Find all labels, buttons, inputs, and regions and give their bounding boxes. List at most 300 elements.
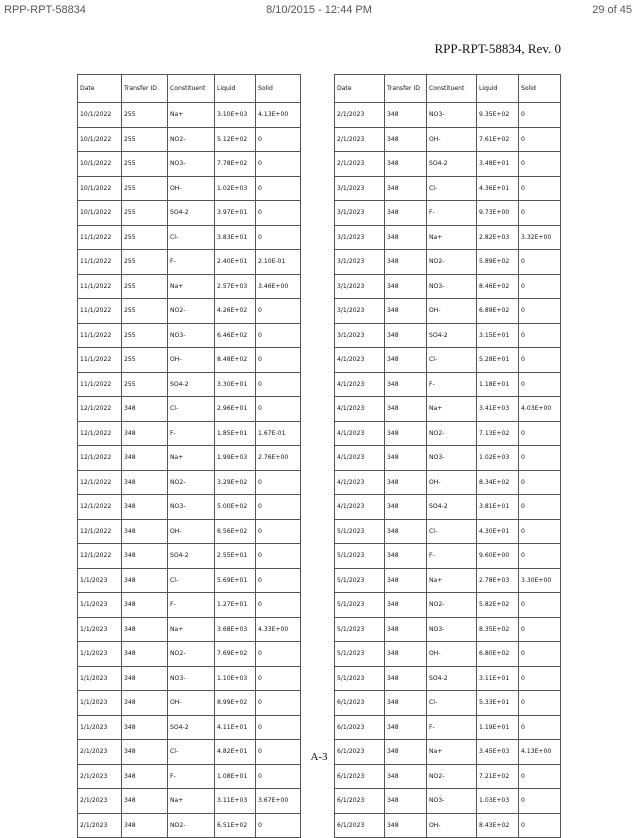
page-footer-label: A-3 <box>310 751 328 763</box>
date-cell: 11/1/2022 <box>78 323 122 348</box>
solid-cell: 4.13E+00 <box>256 103 301 128</box>
table-body-right <box>335 103 561 838</box>
header-date: Date <box>78 75 122 103</box>
constituent-cell: NO2- <box>427 421 477 446</box>
header-solid: Solid <box>256 75 301 103</box>
date-cell: 4/1/2023 <box>335 470 385 495</box>
liquid-cell: 3.30E+01 <box>215 372 256 397</box>
viewer-bar <box>0 0 638 22</box>
constituent-cell: Cl- <box>427 691 477 716</box>
date-cell: 6/1/2023 <box>335 813 385 838</box>
solid-cell: 0 <box>256 372 301 397</box>
date-cell: 10/1/2022 <box>78 152 122 177</box>
solid-cell: 0 <box>256 201 301 226</box>
header-transfer-id: Transfer ID <box>122 75 168 103</box>
solid-cell: 4.03E+00 <box>519 397 561 422</box>
solid-cell: 0 <box>256 176 301 201</box>
liquid-cell: 2.55E+01 <box>215 544 256 569</box>
table-row <box>78 152 301 177</box>
solid-cell: 0 <box>519 372 561 397</box>
date-cell: 12/1/2022 <box>78 495 122 520</box>
date-cell: 5/1/2023 <box>335 593 385 618</box>
table-row <box>78 764 301 789</box>
liquid-cell: 6.80E+02 <box>477 642 519 667</box>
date-cell: 4/1/2023 <box>335 421 385 446</box>
constituent-cell: NO2- <box>427 250 477 275</box>
table-row <box>78 813 301 838</box>
solid-cell: 0 <box>519 715 561 740</box>
table-row <box>335 764 561 789</box>
solid-cell: 0 <box>256 715 301 740</box>
liquid-cell: 1.02E+03 <box>215 176 256 201</box>
liquid-cell: 6.56E+02 <box>215 519 256 544</box>
constituent-cell: Cl- <box>168 225 215 250</box>
constituent-cell: F- <box>168 250 215 275</box>
table-row <box>335 715 561 740</box>
table-row <box>335 225 561 250</box>
solid-cell: 0 <box>519 593 561 618</box>
date-cell: 1/1/2023 <box>78 593 122 618</box>
constituent-cell: OH- <box>427 299 477 324</box>
transfer-id-cell: 348 <box>385 519 427 544</box>
liquid-cell: 6.89E+02 <box>477 299 519 324</box>
constituent-cell: SO4-2 <box>427 666 477 691</box>
table-row <box>78 617 301 642</box>
date-cell: 10/1/2022 <box>78 201 122 226</box>
transfer-id-cell: 255 <box>122 372 168 397</box>
solid-cell: 1.67E-01 <box>256 421 301 446</box>
transfer-id-cell: 348 <box>122 446 168 471</box>
transfer-id-cell: 255 <box>122 274 168 299</box>
constituent-cell: Cl- <box>427 176 477 201</box>
table-row <box>335 519 561 544</box>
solid-cell: 0 <box>256 397 301 422</box>
liquid-cell: 4.82E+01 <box>215 740 256 765</box>
liquid-cell: 8.46E+02 <box>477 274 519 299</box>
liquid-cell: 1.18E+01 <box>477 372 519 397</box>
solid-cell: 0 <box>256 568 301 593</box>
constituent-cell: SO4-2 <box>168 372 215 397</box>
liquid-cell: 2.40E+01 <box>215 250 256 275</box>
transfer-id-cell: 255 <box>122 299 168 324</box>
liquid-cell: 9.73E+00 <box>477 201 519 226</box>
transfer-id-cell: 348 <box>122 495 168 520</box>
table-row <box>335 127 561 152</box>
transfer-id-cell: 348 <box>122 764 168 789</box>
transfer-id-cell: 348 <box>385 666 427 691</box>
liquid-cell: 9.35E+02 <box>477 103 519 128</box>
date-cell: 11/1/2022 <box>78 274 122 299</box>
table-row <box>78 789 301 814</box>
transfer-id-cell: 348 <box>385 446 427 471</box>
constituent-cell: OH- <box>168 348 215 373</box>
liquid-cell: 2.96E+01 <box>215 397 256 422</box>
liquid-cell: 4.30E+01 <box>477 519 519 544</box>
transfer-id-cell: 348 <box>122 568 168 593</box>
date-cell: 5/1/2023 <box>335 519 385 544</box>
constituent-cell: NO3- <box>427 274 477 299</box>
transfer-id-cell: 348 <box>122 470 168 495</box>
table-row <box>335 201 561 226</box>
date-cell: 12/1/2022 <box>78 470 122 495</box>
table-body-left <box>78 103 301 838</box>
solid-cell: 0 <box>519 519 561 544</box>
transfer-id-cell: 348 <box>122 617 168 642</box>
liquid-cell: 8.99E+02 <box>215 691 256 716</box>
constituent-cell: Na+ <box>427 397 477 422</box>
liquid-cell: 7.13E+02 <box>477 421 519 446</box>
transfer-id-cell: 348 <box>385 740 427 765</box>
solid-cell: 0 <box>256 813 301 838</box>
table-row <box>335 421 561 446</box>
solid-cell: 0 <box>519 250 561 275</box>
constituent-cell: Na+ <box>427 568 477 593</box>
transfer-id-cell: 348 <box>122 813 168 838</box>
constituent-cell: SO4-2 <box>427 152 477 177</box>
date-cell: 6/1/2023 <box>335 764 385 789</box>
table-row <box>78 323 301 348</box>
solid-cell: 0 <box>256 544 301 569</box>
constituent-cell: F- <box>168 421 215 446</box>
constituent-cell: NO2- <box>168 813 215 838</box>
date-cell: 2/1/2023 <box>78 764 122 789</box>
liquid-cell: 1.19E+01 <box>477 715 519 740</box>
transfer-id-cell: 348 <box>385 127 427 152</box>
transfer-id-cell: 348 <box>385 617 427 642</box>
solid-cell: 0 <box>519 446 561 471</box>
liquid-cell: 7.61E+02 <box>477 127 519 152</box>
header-liquid: Liquid <box>215 75 256 103</box>
liquid-cell: 5.82E+02 <box>477 593 519 618</box>
constituent-cell: SO4-2 <box>168 201 215 226</box>
table-row <box>78 495 301 520</box>
transfer-id-cell: 348 <box>385 348 427 373</box>
constituent-cell: OH- <box>427 127 477 152</box>
constituent-cell: F- <box>427 544 477 569</box>
date-cell: 2/1/2023 <box>335 127 385 152</box>
date-cell: 5/1/2023 <box>335 617 385 642</box>
constituent-cell: Na+ <box>168 103 215 128</box>
liquid-cell: 1.02E+03 <box>477 446 519 471</box>
constituent-cell: F- <box>427 201 477 226</box>
solid-cell: 0 <box>519 789 561 814</box>
date-cell: 6/1/2023 <box>335 740 385 765</box>
liquid-cell: 2.78E+03 <box>477 568 519 593</box>
constituent-cell: Cl- <box>168 568 215 593</box>
table-row <box>78 250 301 275</box>
header-liquid: Liquid <box>477 75 519 103</box>
data-table-right <box>334 74 561 838</box>
transfer-id-cell: 348 <box>385 593 427 618</box>
constituent-cell: OH- <box>168 519 215 544</box>
transfer-id-cell: 348 <box>122 642 168 667</box>
date-cell: 5/1/2023 <box>335 568 385 593</box>
constituent-cell: F- <box>168 764 215 789</box>
solid-cell: 0 <box>256 691 301 716</box>
table-row <box>78 446 301 471</box>
table-row <box>335 446 561 471</box>
liquid-cell: 3.81E+01 <box>477 495 519 520</box>
date-cell: 1/1/2023 <box>78 691 122 716</box>
transfer-id-cell: 348 <box>385 176 427 201</box>
liquid-cell: 8.34E+02 <box>477 470 519 495</box>
transfer-id-cell: 348 <box>385 397 427 422</box>
table-row <box>335 372 561 397</box>
liquid-cell: 1.27E+01 <box>215 593 256 618</box>
table-row <box>335 103 561 128</box>
liquid-cell: 7.78E+02 <box>215 152 256 177</box>
table-row <box>78 274 301 299</box>
liquid-cell: 3.45E+03 <box>477 740 519 765</box>
liquid-cell: 7.69E+02 <box>215 642 256 667</box>
constituent-cell: NO2- <box>168 470 215 495</box>
solid-cell: 0 <box>519 323 561 348</box>
table-row <box>78 348 301 373</box>
constituent-cell: NO3- <box>427 446 477 471</box>
constituent-cell: SO4-2 <box>427 323 477 348</box>
solid-cell: 0 <box>519 691 561 716</box>
solid-cell: 0 <box>519 617 561 642</box>
solid-cell: 0 <box>256 323 301 348</box>
transfer-id-cell: 348 <box>385 470 427 495</box>
transfer-id-cell: 348 <box>385 764 427 789</box>
liquid-cell: 1.08E+01 <box>215 764 256 789</box>
constituent-cell: SO4-2 <box>427 495 477 520</box>
table-row <box>335 789 561 814</box>
date-cell: 1/1/2023 <box>78 642 122 667</box>
table-row <box>78 470 301 495</box>
liquid-cell: 5.28E+01 <box>477 348 519 373</box>
table-row <box>335 691 561 716</box>
liquid-cell: 3.48E+01 <box>477 152 519 177</box>
table-row <box>78 225 301 250</box>
transfer-id-cell: 255 <box>122 176 168 201</box>
solid-cell: 0 <box>519 201 561 226</box>
transfer-id-cell: 348 <box>385 372 427 397</box>
transfer-id-cell: 348 <box>122 740 168 765</box>
solid-cell: 0 <box>519 470 561 495</box>
date-cell: 12/1/2022 <box>78 519 122 544</box>
solid-cell: 3.30E+00 <box>519 568 561 593</box>
table-row <box>78 201 301 226</box>
liquid-cell: 6.51E+02 <box>215 813 256 838</box>
table-row <box>78 176 301 201</box>
table-row <box>78 544 301 569</box>
date-cell: 12/1/2022 <box>78 421 122 446</box>
constituent-cell: NO2- <box>427 764 477 789</box>
date-cell: 3/1/2023 <box>335 274 385 299</box>
solid-cell: 0 <box>519 495 561 520</box>
solid-cell: 2.76E+00 <box>256 446 301 471</box>
liquid-cell: 3.97E+01 <box>215 201 256 226</box>
viewer-page-count: 29 of 45 <box>592 4 632 16</box>
transfer-id-cell: 348 <box>385 225 427 250</box>
transfer-id-cell: 255 <box>122 152 168 177</box>
table-row <box>335 250 561 275</box>
transfer-id-cell: 348 <box>385 152 427 177</box>
table-row <box>335 568 561 593</box>
liquid-cell: 3.11E+01 <box>477 666 519 691</box>
transfer-id-cell: 255 <box>122 103 168 128</box>
liquid-cell: 3.15E+01 <box>477 323 519 348</box>
table-row <box>335 544 561 569</box>
table-row <box>78 397 301 422</box>
table-row <box>335 617 561 642</box>
liquid-cell: 4.26E+02 <box>215 299 256 324</box>
transfer-id-cell: 348 <box>385 250 427 275</box>
date-cell: 5/1/2023 <box>335 544 385 569</box>
constituent-cell: OH- <box>168 691 215 716</box>
solid-cell: 0 <box>256 348 301 373</box>
constituent-cell: NO2- <box>168 299 215 324</box>
date-cell: 1/1/2023 <box>78 617 122 642</box>
date-cell: 4/1/2023 <box>335 372 385 397</box>
solid-cell: 0 <box>256 593 301 618</box>
date-cell: 6/1/2023 <box>335 691 385 716</box>
transfer-id-cell: 348 <box>385 568 427 593</box>
constituent-cell: SO4-2 <box>168 715 215 740</box>
date-cell: 6/1/2023 <box>335 789 385 814</box>
solid-cell: 0 <box>519 348 561 373</box>
solid-cell: 0 <box>256 495 301 520</box>
constituent-cell: SO4-2 <box>168 544 215 569</box>
solid-cell: 0 <box>256 470 301 495</box>
liquid-cell: 1.85E+01 <box>215 421 256 446</box>
transfer-id-cell: 255 <box>122 323 168 348</box>
table-row <box>335 593 561 618</box>
liquid-cell: 3.83E+01 <box>215 225 256 250</box>
transfer-id-cell: 348 <box>385 789 427 814</box>
solid-cell: 0 <box>256 225 301 250</box>
solid-cell: 0 <box>256 299 301 324</box>
document-header-title: RPP-RPT-58834, Rev. 0 <box>434 41 561 56</box>
liquid-cell: 1.10E+03 <box>215 666 256 691</box>
table-row <box>335 176 561 201</box>
date-cell: 11/1/2022 <box>78 348 122 373</box>
data-table-left <box>77 74 301 838</box>
date-cell: 3/1/2023 <box>335 176 385 201</box>
liquid-cell: 6.46E+02 <box>215 323 256 348</box>
table-row <box>335 495 561 520</box>
transfer-id-cell: 348 <box>122 421 168 446</box>
solid-cell: 0 <box>519 642 561 667</box>
date-cell: 4/1/2023 <box>335 397 385 422</box>
date-cell: 2/1/2023 <box>335 152 385 177</box>
transfer-id-cell: 348 <box>385 103 427 128</box>
constituent-cell: NO2- <box>427 593 477 618</box>
table-row <box>335 299 561 324</box>
liquid-cell: 5.33E+01 <box>477 691 519 716</box>
solid-cell: 3.67E+00 <box>256 789 301 814</box>
constituent-cell: Cl- <box>427 348 477 373</box>
solid-cell: 0 <box>519 421 561 446</box>
constituent-cell: OH- <box>427 642 477 667</box>
constituent-cell: Na+ <box>168 789 215 814</box>
solid-cell: 0 <box>519 764 561 789</box>
table-header-row <box>335 75 561 103</box>
liquid-cell: 3.68E+03 <box>215 617 256 642</box>
table-row <box>335 323 561 348</box>
table-row <box>78 372 301 397</box>
constituent-cell: Na+ <box>168 446 215 471</box>
solid-cell: 0 <box>256 519 301 544</box>
table-row <box>335 813 561 838</box>
date-cell: 11/1/2022 <box>78 225 122 250</box>
constituent-cell: OH- <box>427 470 477 495</box>
solid-cell: 0 <box>519 152 561 177</box>
constituent-cell: Cl- <box>168 740 215 765</box>
liquid-cell: 8.35E+02 <box>477 617 519 642</box>
constituent-cell: NO3- <box>427 103 477 128</box>
constituent-cell: OH- <box>168 176 215 201</box>
transfer-id-cell: 348 <box>385 323 427 348</box>
liquid-cell: 5.12E+02 <box>215 127 256 152</box>
constituent-cell: F- <box>427 372 477 397</box>
liquid-cell: 3.11E+03 <box>215 789 256 814</box>
transfer-id-cell: 255 <box>122 250 168 275</box>
solid-cell: 0 <box>519 813 561 838</box>
transfer-id-cell: 255 <box>122 127 168 152</box>
constituent-cell: Na+ <box>168 617 215 642</box>
date-cell: 10/1/2022 <box>78 127 122 152</box>
transfer-id-cell: 255 <box>122 225 168 250</box>
liquid-cell: 1.03E+03 <box>477 789 519 814</box>
constituent-cell: NO3- <box>168 666 215 691</box>
transfer-id-cell: 348 <box>122 789 168 814</box>
liquid-cell: 9.60E+00 <box>477 544 519 569</box>
date-cell: 2/1/2023 <box>335 103 385 128</box>
liquid-cell: 1.99E+03 <box>215 446 256 471</box>
solid-cell: 4.13E+00 <box>519 740 561 765</box>
date-cell: 3/1/2023 <box>335 323 385 348</box>
constituent-cell: NO3- <box>427 617 477 642</box>
transfer-id-cell: 348 <box>385 274 427 299</box>
constituent-cell: Na+ <box>427 225 477 250</box>
solid-cell: 0 <box>519 103 561 128</box>
constituent-cell: NO3- <box>168 323 215 348</box>
constituent-cell: OH- <box>427 813 477 838</box>
liquid-cell: 2.82E+03 <box>477 225 519 250</box>
transfer-id-cell: 348 <box>385 813 427 838</box>
constituent-cell: NO2- <box>168 642 215 667</box>
date-cell: 2/1/2023 <box>78 813 122 838</box>
table-row <box>78 593 301 618</box>
date-cell: 10/1/2022 <box>78 103 122 128</box>
solid-cell: 0 <box>519 127 561 152</box>
table-row <box>335 274 561 299</box>
constituent-cell: NO3- <box>168 495 215 520</box>
constituent-cell: F- <box>168 593 215 618</box>
table-row <box>78 103 301 128</box>
transfer-id-cell: 348 <box>385 544 427 569</box>
liquid-cell: 5.89E+02 <box>477 250 519 275</box>
solid-cell: 3.32E+00 <box>519 225 561 250</box>
date-cell: 1/1/2023 <box>78 568 122 593</box>
table-row <box>78 691 301 716</box>
table-row <box>78 519 301 544</box>
solid-cell: 0 <box>519 544 561 569</box>
date-cell: 4/1/2023 <box>335 446 385 471</box>
table-row <box>78 666 301 691</box>
header-constituent: Constituent <box>427 75 477 103</box>
constituent-cell: Na+ <box>427 740 477 765</box>
transfer-id-cell: 348 <box>385 421 427 446</box>
table-row <box>78 715 301 740</box>
table-row <box>78 568 301 593</box>
date-cell: 5/1/2023 <box>335 642 385 667</box>
transfer-id-cell: 348 <box>385 495 427 520</box>
header-date: Date <box>335 75 385 103</box>
